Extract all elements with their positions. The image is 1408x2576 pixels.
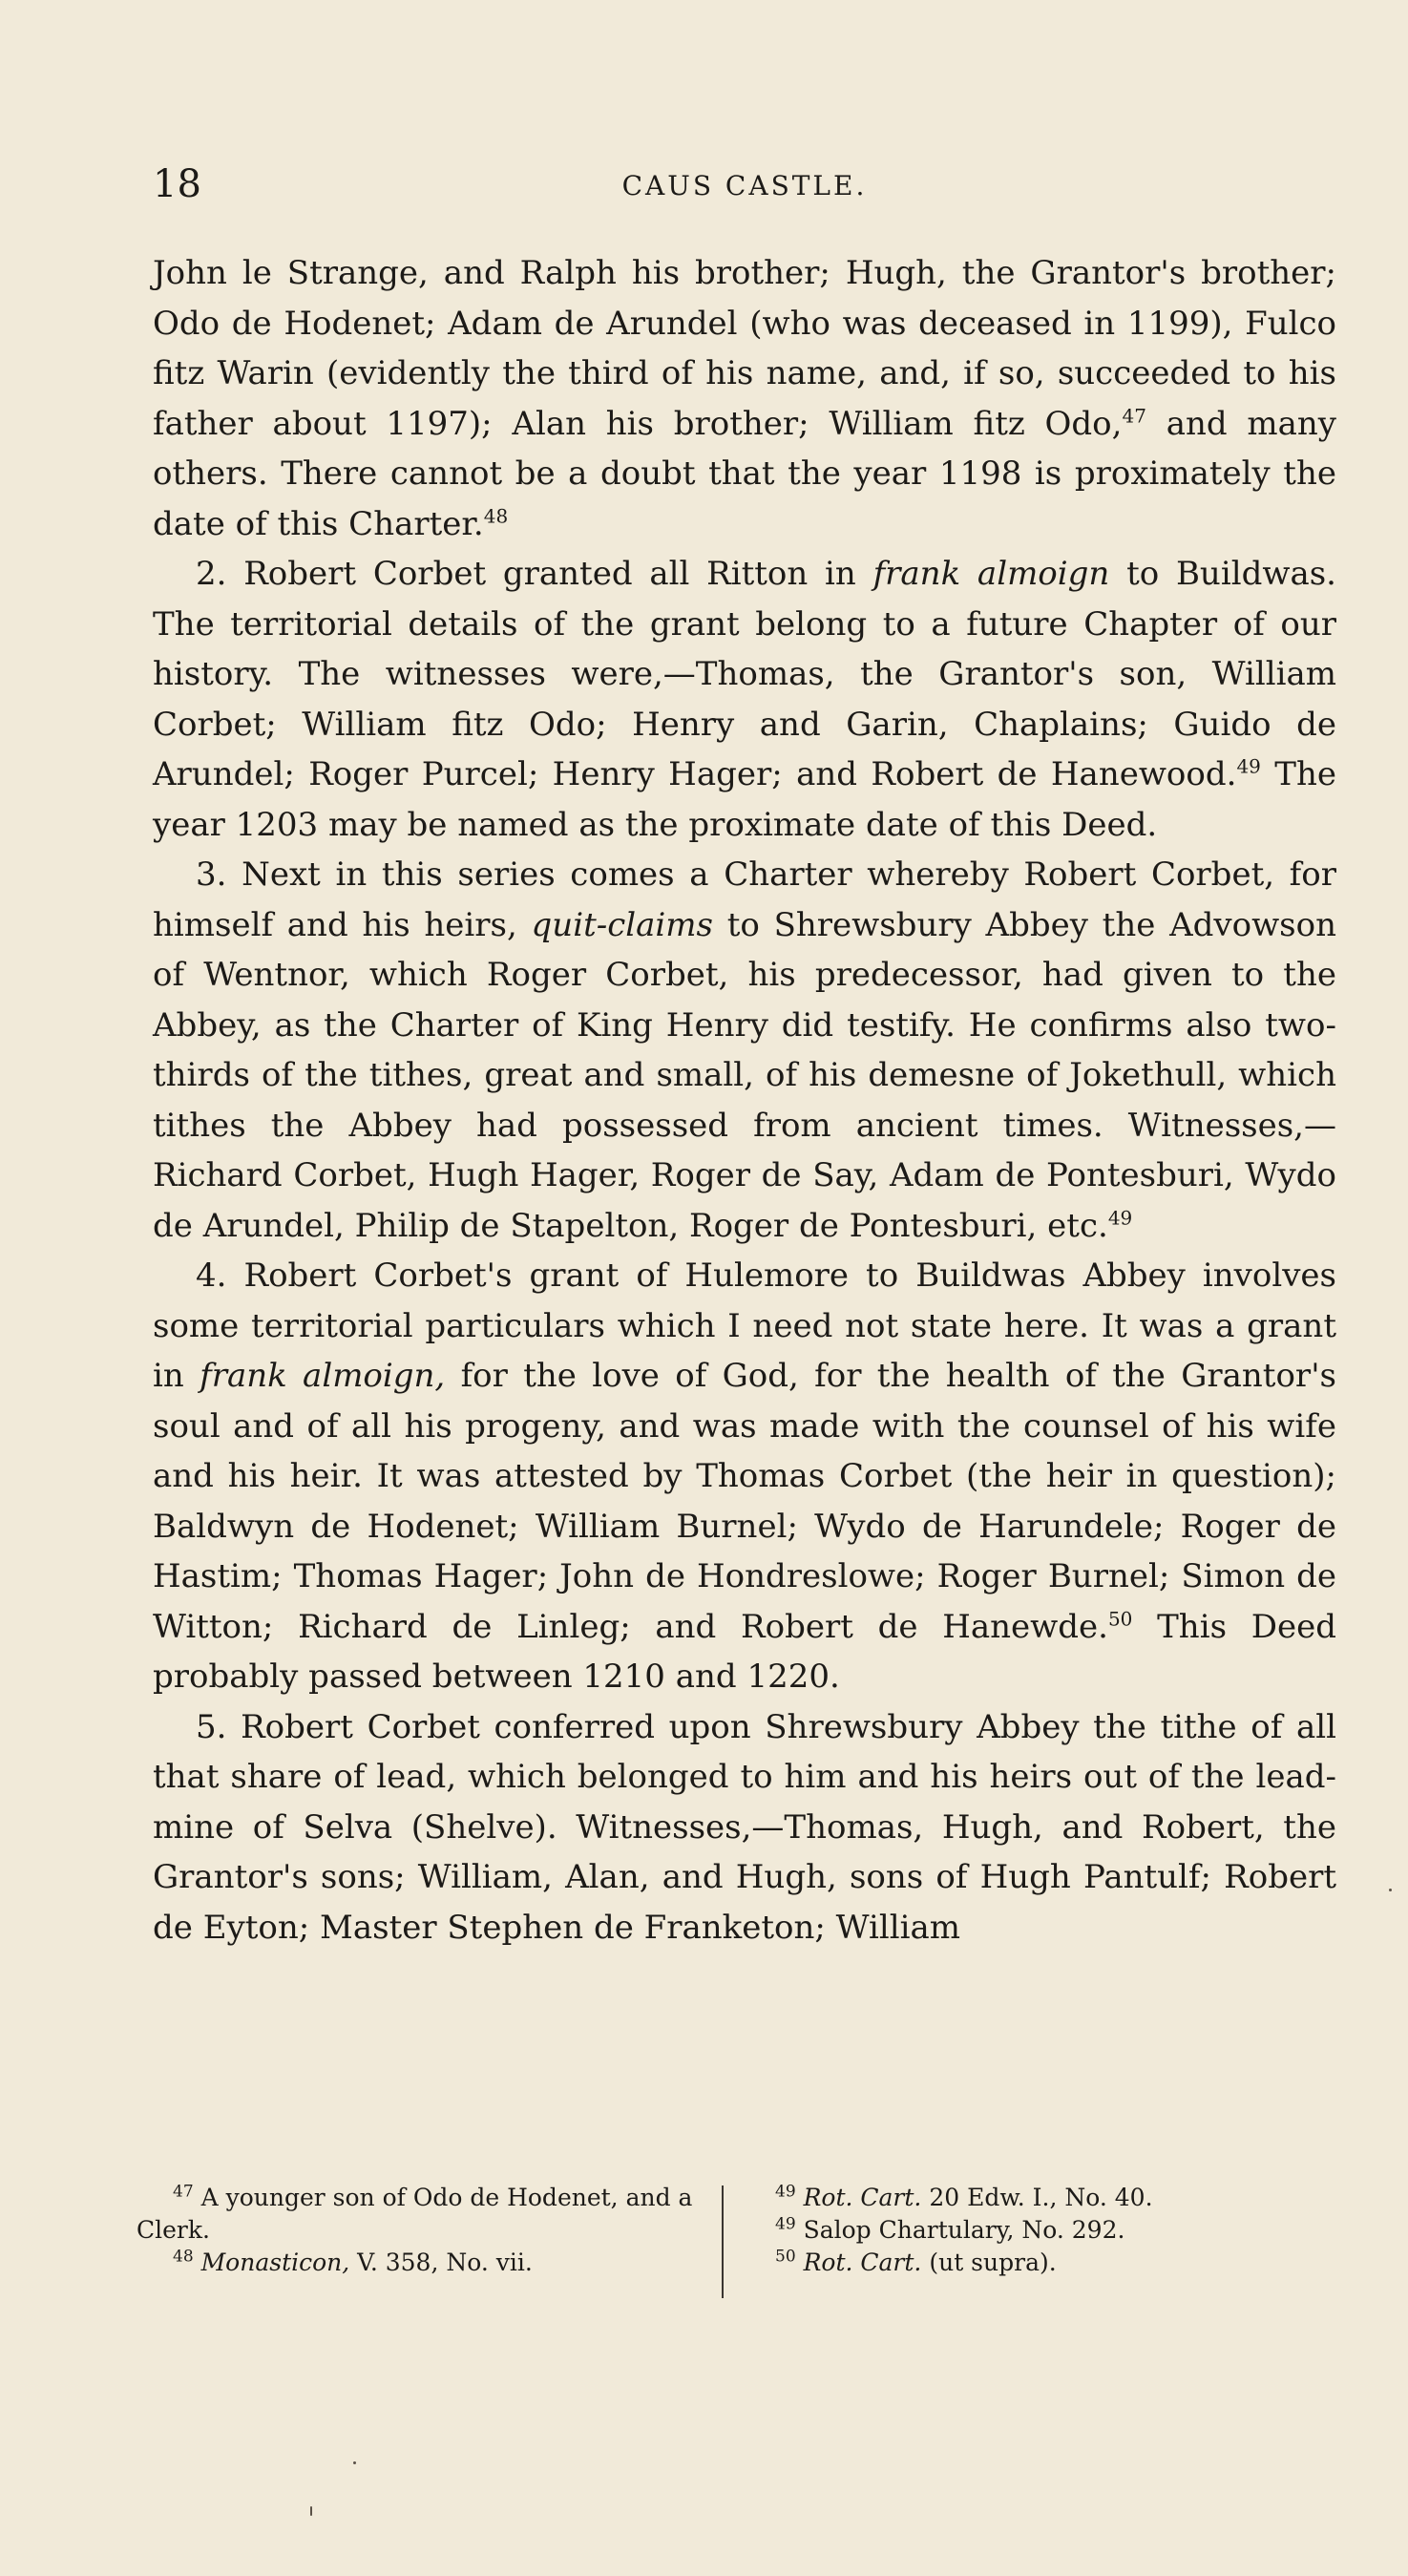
paragraph-text: Robert Corbet's grant of Hulemore to Buildwas Abbey involves some territorial particulars which I need not state here. It was a grant in	[153, 1256, 1336, 1395]
running-title: CAUS CASTLE.	[621, 170, 868, 201]
paragraph-number: 3.	[196, 855, 227, 894]
footnote-mark: 49	[775, 2214, 796, 2234]
footnote-49b	[771, 2214, 1244, 2247]
footnote-italic: Rot. Cart.	[795, 2184, 922, 2211]
footnote-mark: 47	[173, 2182, 194, 2202]
italic-term: frank almoign	[872, 555, 1110, 593]
paragraph-2	[153, 549, 1336, 850]
footnote-text: V. 358, No. vii.	[349, 2249, 533, 2276]
footnotes-left-column	[137, 2182, 704, 2279]
footnote-mark: 50	[775, 2247, 796, 2267]
italic-term: quit-claims	[531, 905, 713, 944]
footnote-text: Salop Chartulary, No. 292.	[795, 2216, 1125, 2244]
body-text	[153, 248, 1336, 1953]
footnote-ref: 49	[1107, 1206, 1133, 1230]
paragraph-text: to Shrewsbury Abbey the Advowson of Wentnor, which Roger Corbet, his predecessor, had given to the Abbey, as the Charter of King Henry did testify. He confirms also two-thirds of the tithes, great and small, of his demesne of Jokethull, which tithes the Abbey had possessed from ancient times. Witnesses,—Richard Corbet, Hugh Hager, Roger de Say, Adam de Pontesburi, Wydo de Arundel, Philip de Stapelton, Roger de Pontesburi, etc.	[153, 905, 1337, 1245]
footnote-48	[137, 2247, 704, 2279]
paragraph-number: 5.	[196, 1707, 227, 1746]
paragraph-text: Next in this series comes a Charter whereby Robert Corbet, for himself and his heirs,	[153, 855, 1336, 944]
footnotes-right-column	[771, 2182, 1244, 2279]
paragraph-text: This Deed probably passed between 1210 and 1220.	[153, 1607, 1336, 1696]
paragraph-text: to Buildwas. The territorial details of the grant belong to a future Chapter of our history. The witnesses were,—Thomas, the Grantor's son, William Corbet; William fitz Odo; Henry and Garin, Chaplains; Guido de Arundel; Roger Purcel; Henry Hager; and Robert de Hanewood.	[153, 555, 1336, 793]
footnote-text: (ut supra).	[921, 2249, 1057, 2276]
footnote-50	[771, 2247, 1244, 2279]
paper-speck	[353, 2461, 356, 2464]
paragraph-4	[153, 1251, 1336, 1702]
paragraph-3	[153, 850, 1336, 1251]
footnotes	[137, 2182, 1244, 2315]
paragraph-text: for the love of God, for the health of the Grantor's soul and of all his progeny, and was made with the counsel of his wife and his heir. It was attested by Thomas Corbet (the heir in question); Baldwyn de Hodenet; William Burnel; Wydo de Harundele; Roger de Hastim; Thomas Hager; John de Hondreslowe; Roger Burnel; Simon de Witton; Richard de Linleg; and Robert de Hanewde.	[153, 1357, 1336, 1646]
footnote-italic: Rot. Cart.	[795, 2249, 922, 2276]
footnote-49a	[771, 2182, 1244, 2214]
footnote-mark: 48	[173, 2247, 194, 2267]
running-head	[153, 162, 1336, 210]
paragraph-number: 2.	[196, 555, 227, 593]
paper-speck	[1389, 1889, 1392, 1891]
italic-term: frank almoign,	[200, 1357, 446, 1395]
paragraph-1	[153, 248, 1336, 549]
footnote-47	[137, 2182, 704, 2247]
paragraph-text: John le Strange, and Ralph his brother; Hugh, the Grantor's brother; Odo de Hodenet; Adam de Arundel (who was deceased in 1199), Fulco fitz Warin (evidently the third of his name, and, if so, succeeded to his father about 1197); Alan his brother; William fitz Odo,	[153, 254, 1336, 443]
footnote-divider	[722, 2185, 724, 2298]
footnote-ref: 50	[1107, 1607, 1133, 1631]
footnote-text: 20 Edw. I., No. 40.	[921, 2184, 1153, 2211]
footnote-mark: 49	[775, 2182, 796, 2202]
footnote-ref: 49	[1236, 754, 1261, 778]
footnote-ref: 47	[1122, 404, 1146, 428]
paragraph-text: The year 1203 may be named as the proximate date of this Deed.	[153, 755, 1336, 844]
page-number: 18	[153, 162, 201, 206]
paragraph-text: Robert Corbet conferred upon Shrewsbury Abbey the tithe of all that share of lead, which belonged to him and his heirs out of the lead-mine of Selva (Shelve). Witnesses,—Thomas, Hugh, and Robert, the Grantor's sons; William, Alan, and Hugh, sons of Hugh Pantulf; Robert de Eyton; Master Stephen de Franketon; William	[153, 1707, 1336, 1947]
footnote-italic: Monasticon,	[193, 2249, 350, 2276]
paragraph-text: and many others. There cannot be a doubt that the year 1198 is proximately the date of this Charter.	[153, 404, 1337, 543]
paragraph-text: Robert Corbet granted all Ritton in	[226, 555, 873, 593]
paper-speck	[310, 2506, 312, 2516]
paragraph-5	[153, 1702, 1336, 1953]
footnote-ref: 48	[483, 504, 509, 528]
footnote-text: A younger son of Odo de Hodenet, and a Clerk.	[137, 2184, 693, 2244]
paragraph-number: 4.	[196, 1256, 227, 1295]
